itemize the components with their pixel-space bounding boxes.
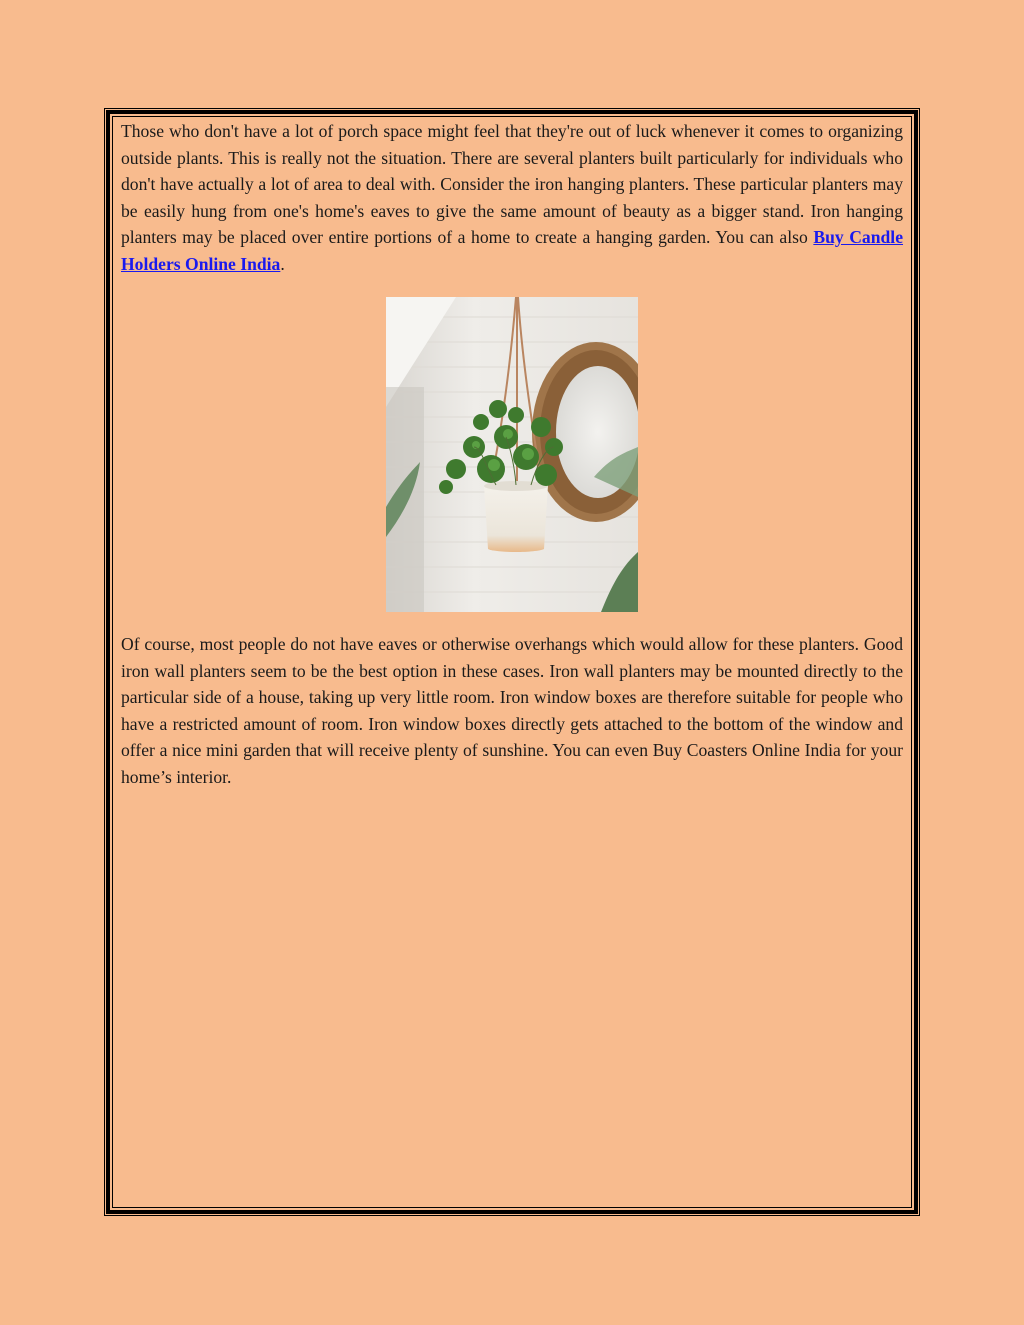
- paragraph-2-container: [121, 631, 903, 791]
- paragraph-1-container: [121, 118, 903, 278]
- paragraph-2: Of course, most people do not have eaves or otherwise overhangs which would allow for these planters. Good iron wall planters seem to be the best option in these cases. Iron wall planters may be mounted directly to the particular side of a house, taking up very little room. Iron window boxes are therefore suitable for people who have a restricted amount of room. Iron window boxes directly gets attached to the bottom of the window and offer a nice mini garden that will receive plenty of sunshine. You can even Buy Coasters Online India for your home’s interior.: [121, 634, 903, 787]
- paragraph-1: [121, 118, 903, 278]
- paragraph-1-end: .: [280, 253, 285, 274]
- planter-illustration: [386, 297, 638, 612]
- hanging-planter-photo: [386, 297, 638, 612]
- candle-holders-link[interactable]: Buy Candle Holders Online India: [121, 227, 903, 274]
- paragraph-1-text: Those who don't have a lot of porch space might feel that they're out of luck whenever it comes to organizing outside plants. This is really not the situation. There are several planters built particularly for individuals who don't have actually a lot of area to deal with. Consider the iron hanging planters. These particular planters may be easily hung from one's home's eaves to give the same amount of beauty as a bigger stand. Iron hanging planters may be placed over entire portions of a home to create a hanging garden. You can also: [121, 121, 903, 248]
